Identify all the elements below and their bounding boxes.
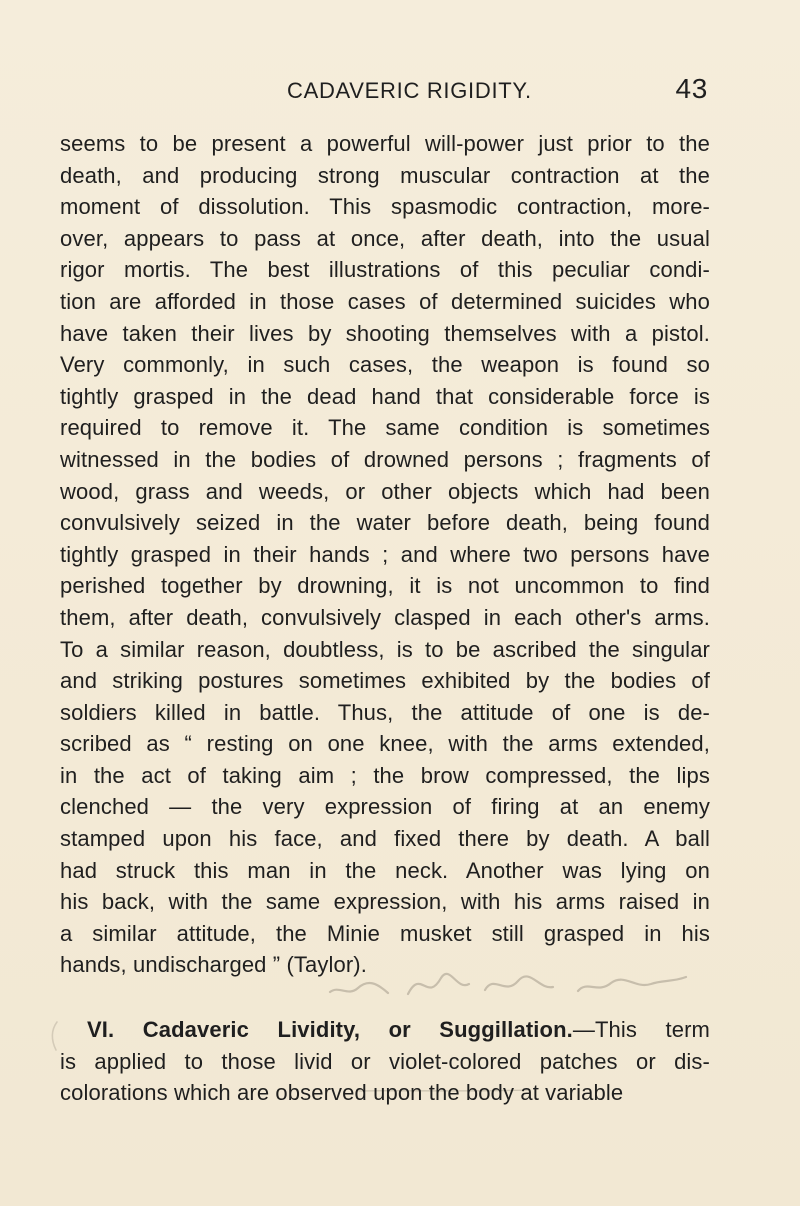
text-line: wood, grass and weeds, or other objects which had been bbox=[60, 478, 710, 504]
section-block bbox=[60, 1014, 710, 1109]
text-line: them, after death, convulsively clasped in each other's arms. bbox=[60, 604, 710, 630]
text-line: clenched — the very expression of firing at an enemy bbox=[60, 794, 710, 820]
text-line: Very commonly, in such cases, the weapon is found so bbox=[60, 352, 710, 378]
text-line: soldiers killed in battle. Thus, the attitude of one is de- bbox=[60, 699, 710, 725]
text-line: had struck this man in the neck. Another was lying on bbox=[60, 857, 710, 883]
section-first-line-text: —This term bbox=[572, 1017, 710, 1042]
text-line: over, appears to pass at once, after death, into the usual bbox=[60, 225, 710, 251]
text-line: witnessed in the bodies of drowned persons ; fragments of bbox=[60, 446, 710, 472]
page-header bbox=[287, 73, 708, 108]
text-line: hands, undischarged ” (Taylor). bbox=[60, 952, 367, 978]
section-line: is applied to those livid or violet-colored patches or dis- bbox=[60, 1048, 710, 1074]
body-text bbox=[60, 128, 710, 981]
text-line: To a similar reason, doubtless, is to be ascribed the singular bbox=[60, 636, 710, 662]
text-line: a similar attitude, the Minie musket still grasped in his bbox=[60, 920, 710, 946]
text-line: in the act of taking aim ; the brow compressed, the lips bbox=[60, 762, 710, 788]
text-line: moment of dissolution. This spasmodic contraction, more- bbox=[60, 194, 710, 220]
text-line: tightly grasped in the dead hand that considerable force is bbox=[60, 383, 710, 409]
text-line: convulsively seized in the water before death, being found bbox=[60, 510, 710, 536]
section-first-line bbox=[60, 1014, 710, 1046]
text-line: scribed as “ resting on one knee, with the arms extended, bbox=[60, 731, 710, 757]
text-line: perished together by drowning, it is not uncommon to find bbox=[60, 573, 710, 599]
text-line: tion are afforded in those cases of determined suicides who bbox=[60, 288, 710, 314]
text-line: rigor mortis. The best illustrations of this peculiar condi- bbox=[60, 257, 710, 283]
text-line: tightly grasped in their hands ; and where two persons have bbox=[60, 541, 710, 567]
running-head: CADAVERIC RIGIDITY. bbox=[287, 78, 532, 103]
section-line: colorations which are observed upon the body at variable bbox=[60, 1080, 624, 1106]
page-number: 43 bbox=[675, 73, 708, 104]
text-line: his back, with the same expression, with his arms raised in bbox=[60, 889, 710, 915]
text-line: seems to be present a powerful will-power just prior to the bbox=[60, 131, 710, 156]
text-line: required to remove it. The same condition is sometimes bbox=[60, 415, 710, 441]
text-line: have taken their lives by shooting themselves with a pistol. bbox=[60, 320, 710, 346]
text-line: and striking postures sometimes exhibited by the bodies of bbox=[60, 668, 710, 694]
section-heading: VI. Cadaveric Lividity, or Suggillation. bbox=[87, 1017, 573, 1042]
text-line: death, and producing strong muscular contraction at the bbox=[60, 162, 710, 188]
text-line: stamped upon his face, and fixed there by death. A ball bbox=[60, 826, 710, 852]
